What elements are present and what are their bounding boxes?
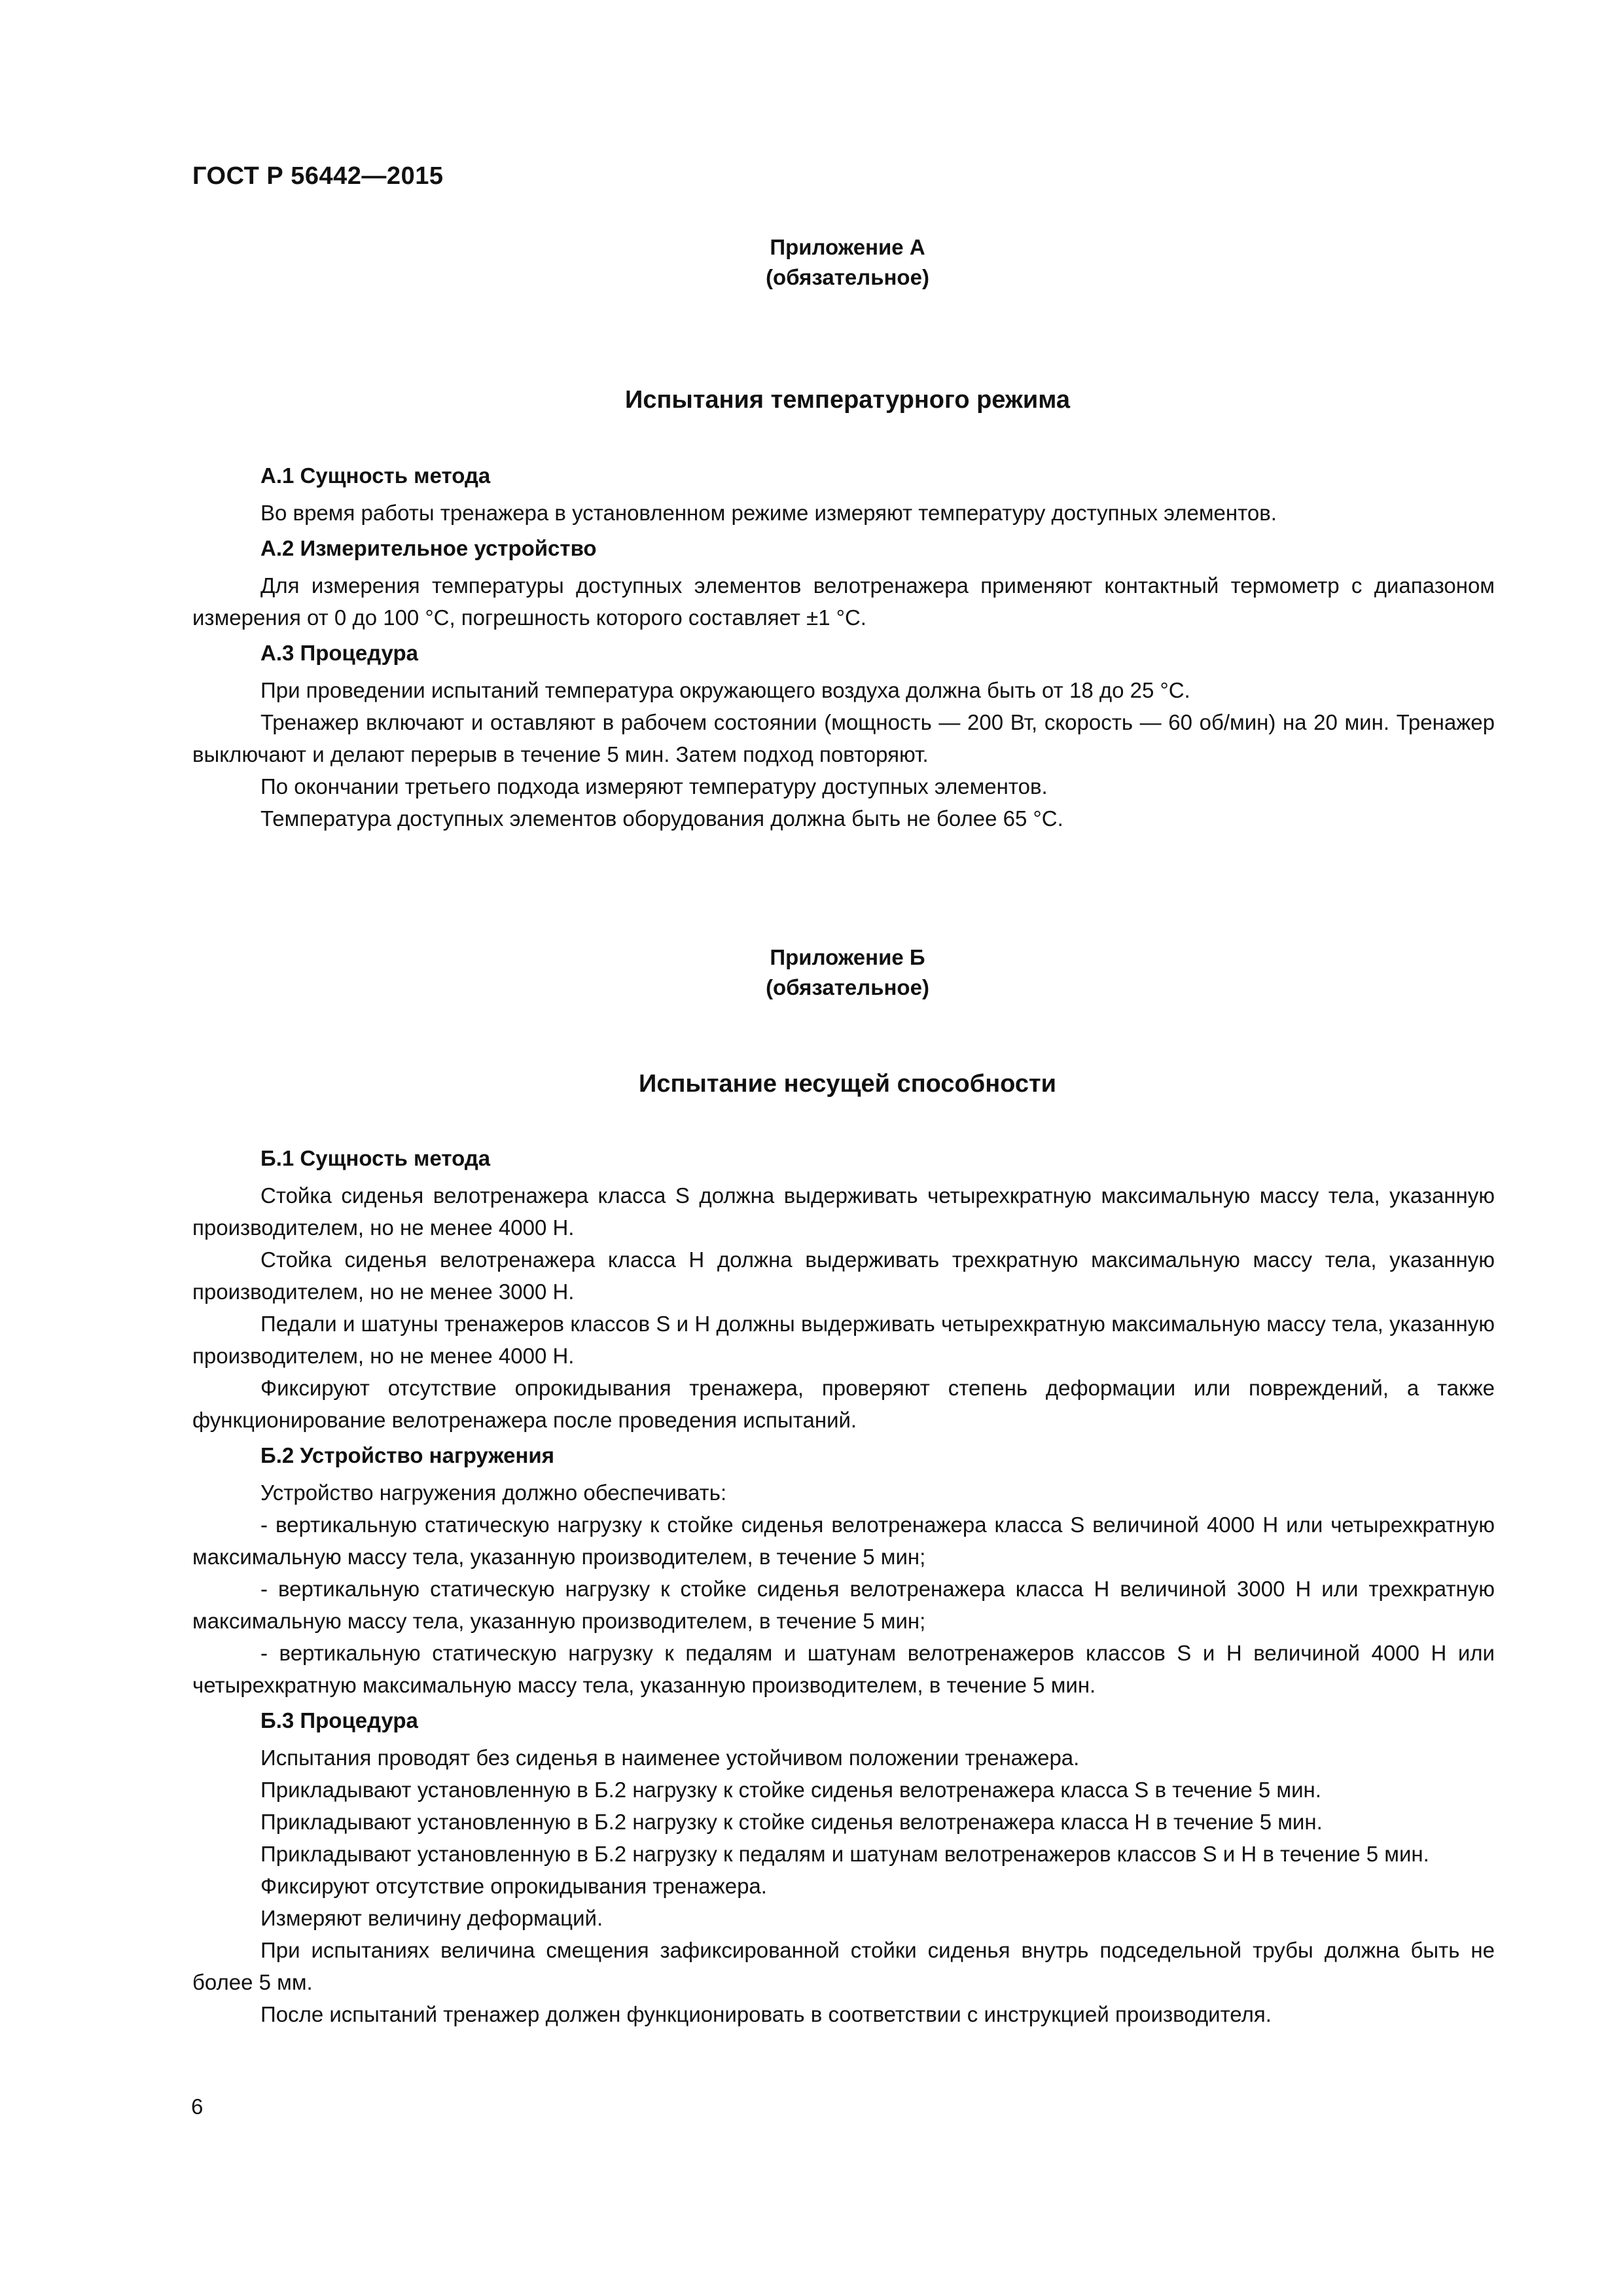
section-heading: А.3 Процедура (260, 641, 418, 665)
annex-a-label: Приложение А (770, 235, 925, 259)
annex-a-title: Испытания температурного режима (625, 386, 1070, 414)
annex-a-status: (обязательное) (766, 265, 929, 289)
paragraph: Стойка сиденья велотренажера класса Н должна выдерживать трехкратную максимальную массу тела, указанную производителем, но не менее 3000 Н. (192, 1247, 1495, 1304)
paragraph: Измеряют величину деформаций. (260, 1906, 603, 1930)
paragraph: Фиксируют отсутствие опрокидывания тренажера, проверяют степень деформации или повреждений, а также функционирование велотренажера после проведения испытаний. (192, 1376, 1495, 1432)
paragraph: Испытания проводят без сиденья в наименее устойчивом положении тренажера. (260, 1746, 1080, 1770)
section-heading: Б.3 Процедура (260, 1708, 418, 1732)
list-item: - вертикальную статическую нагрузку к стойке сиденья велотренажера класса Н величиной 3000 Н или трехкратную максимальную массу тела, указанную производителем, в течение 5 мин; (192, 1577, 1495, 1633)
paragraph: Фиксируют отсутствие опрокидывания тренажера. (260, 1874, 767, 1898)
section-heading: Б.1 Сущность метода (260, 1146, 491, 1170)
page-number: 6 (191, 2094, 204, 2119)
paragraph: Температура доступных элементов оборудования должна быть не более 65 °С. (260, 806, 1063, 831)
annex-b-title: Испытание несущей способности (639, 1070, 1056, 1098)
paragraph: Педали и шатуны тренажеров классов S и Н должны выдерживать четырехкратную максимальную массу тела, указанную производителем, но не менее 4000 Н. (192, 1312, 1495, 1368)
paragraph: Для измерения температуры доступных элементов велотренажера применяют контактный термометр с диапазоном измерения от 0 до 100 °С, погрешность которого составляет ±1 °С. (192, 573, 1495, 630)
annex-b-body (192, 1144, 1495, 2030)
paragraph: При испытаниях величина смещения зафиксированной стойки сиденья внутрь подседельной трубы должна быть не более 5 мм. (192, 1938, 1495, 1994)
annex-b-status: (обязательное) (766, 975, 929, 999)
paragraph: Стойка сиденья велотренажера класса S должна выдерживать четырехкратную максимальную массу тела, указанную производителем, но не менее 4000 Н. (192, 1183, 1495, 1240)
annex-b-label: Приложение Б (770, 945, 925, 969)
paragraph: Прикладывают установленную в Б.2 нагрузку к педалям и шатунам велотренажеров классов S и Н в течение 5 мин. (260, 1842, 1429, 1866)
paragraph: Устройство нагружения должно обеспечивать: (260, 1480, 727, 1505)
list-item: - вертикальную статическую нагрузку к педалям и шатунам велотренажеров классов S и Н величиной 4000 Н или четырехкратную максимальную массу тела, указанную производителем, в течение 5 мин. (192, 1641, 1495, 1697)
annex-a-label-block (0, 232, 1623, 293)
section-heading: А.1 Сущность метода (260, 463, 491, 488)
list-item: - вертикальную статическую нагрузку к стойке сиденья велотренажера класса S величиной 4000 Н или четырехкратную максимальную массу тела, указанную производителем, в течение 5 мин; (192, 1513, 1495, 1569)
document-id: ГОСТ Р 56442—2015 (192, 162, 444, 190)
section-heading: А.2 Измерительное устройство (260, 536, 597, 560)
paragraph: Прикладывают установленную в Б.2 нагрузку к стойке сиденья велотренажера класса Н в течение 5 мин. (260, 1810, 1323, 1834)
paragraph: После испытаний тренажер должен функционировать в соответствии с инструкцией производителя. (260, 2002, 1272, 2026)
paragraph: Тренажер включают и оставляют в рабочем состоянии (мощность — 200 Вт, скорость — 60 об/мин) на 20 мин. Тренажер выключают и делают перерыв в течение 5 мин. Затем подход повторяют. (192, 710, 1495, 766)
paragraph: Прикладывают установленную в Б.2 нагрузку к стойке сиденья велотренажера класса S в течение 5 мин. (260, 1778, 1321, 1802)
paragraph: При проведении испытаний температура окружающего воздуха должна быть от 18 до 25 °С. (260, 678, 1190, 702)
annex-b-label-block (0, 942, 1623, 1003)
section-heading: Б.2 Устройство нагружения (260, 1443, 554, 1467)
paragraph: По окончании третьего подхода измеряют температуру доступных элементов. (260, 774, 1048, 798)
paragraph: Во время работы тренажера в установленном режиме измеряют температуру доступных элементов. (260, 501, 1277, 525)
annex-a-body (192, 461, 1495, 834)
